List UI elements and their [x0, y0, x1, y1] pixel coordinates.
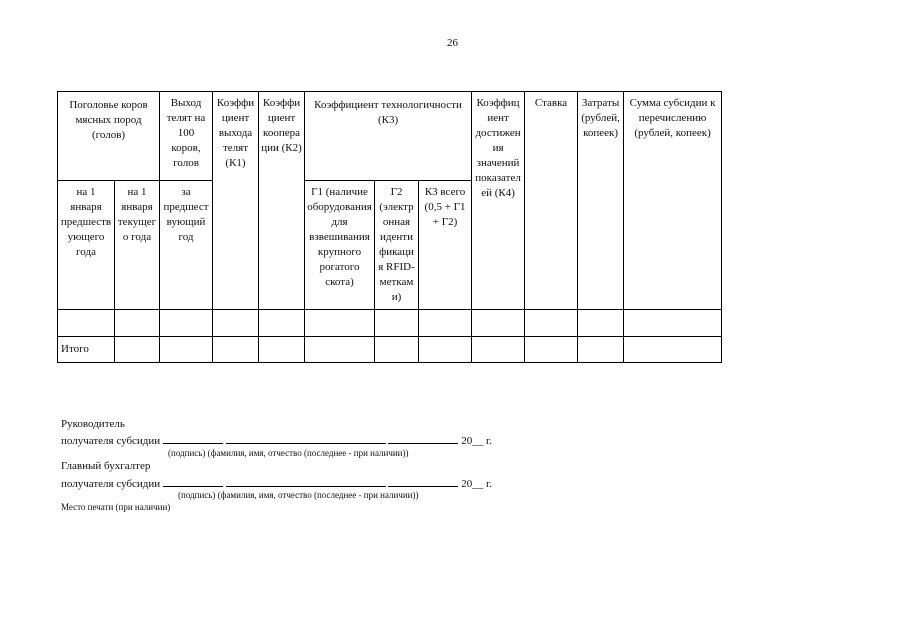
header-k3-total: К3 всего (0,5 + Г1 + Г2) — [419, 181, 472, 310]
header-g2: Г2 (электронная идентификация RFID-метками) — [375, 181, 419, 310]
page-number: 26 — [447, 37, 458, 49]
table-cell[interactable] — [578, 310, 624, 337]
table-cell[interactable] — [472, 310, 525, 337]
header-k4: Коэффициент достижения значений показателей (К4) — [472, 92, 525, 310]
table-cell[interactable] — [213, 310, 259, 337]
header-k2: Коэффициент кооперации (К2) — [259, 92, 305, 310]
header-costs: Затраты (рублей, копеек) — [578, 92, 624, 310]
director-field-hints: (подпись) (фамилия, имя, отчество (последнее - при наличии)) — [168, 448, 409, 458]
table-cell[interactable] — [115, 337, 160, 363]
table-cell[interactable] — [472, 337, 525, 363]
header-g1: Г1 (наличие оборудования для взвешивания крупного рогатого скота) — [305, 181, 375, 310]
table-cell[interactable] — [259, 337, 305, 363]
header-livestock-current-year: на 1 января текущего года — [115, 181, 160, 310]
signature-field[interactable] — [163, 475, 223, 487]
header-k3: Коэффициент технологичности (К3) — [305, 92, 472, 181]
total-label: Итого — [58, 337, 115, 363]
stamp-place: Место печати (при наличии) — [61, 502, 171, 512]
table-cell[interactable] — [419, 310, 472, 337]
header-calves-prev-year: за предшествующий год — [160, 181, 213, 310]
table-cell[interactable] — [305, 337, 375, 363]
date-field[interactable] — [388, 475, 458, 487]
table-cell[interactable] — [375, 337, 419, 363]
year-suffix: 20__ г. — [461, 435, 492, 447]
table-cell[interactable] — [578, 337, 624, 363]
full-name-field[interactable] — [226, 475, 386, 487]
signature-field[interactable] — [163, 432, 223, 444]
table-cell[interactable] — [259, 310, 305, 337]
header-k1: Коэффициент выхода телят (К1) — [213, 92, 259, 310]
accountant-field-hints: (подпись) (фамилия, имя, отчество (последнее - при наличии)) — [178, 490, 419, 500]
total-row — [58, 337, 722, 363]
date-field[interactable] — [388, 432, 458, 444]
accountant-role-line2: получателя субсидии — [61, 478, 161, 490]
header-subsidy-sum: Сумма субсидии к перечислению (рублей, копеек) — [624, 92, 722, 310]
table-cell[interactable] — [624, 310, 722, 337]
table-cell[interactable] — [160, 310, 213, 337]
director-signature-line — [61, 432, 492, 447]
full-name-field[interactable] — [226, 432, 386, 444]
table-cell[interactable] — [305, 310, 375, 337]
table-cell[interactable] — [213, 337, 259, 363]
table-cell[interactable] — [624, 337, 722, 363]
header-livestock-prev-year: на 1 января предшествующего года — [58, 181, 115, 310]
director-role: Руководитель — [61, 418, 125, 430]
director-role-line2: получателя субсидии — [61, 435, 161, 447]
subsidy-calculation-table — [57, 91, 722, 363]
table-cell[interactable] — [115, 310, 160, 337]
table-cell[interactable] — [525, 337, 578, 363]
table-cell[interactable] — [160, 337, 213, 363]
accountant-signature-line — [61, 475, 492, 490]
table-cell[interactable] — [375, 310, 419, 337]
table-cell[interactable] — [58, 310, 115, 337]
header-calves-yield: Выход телят на 100 коров, голов — [160, 92, 213, 181]
header-rate: Ставка — [525, 92, 578, 310]
table-cell[interactable] — [525, 310, 578, 337]
header-livestock: Поголовье коров мясных пород (голов) — [58, 92, 160, 181]
accountant-role: Главный бухгалтер — [61, 460, 151, 472]
table-cell[interactable] — [419, 337, 472, 363]
table-row — [58, 310, 722, 337]
year-suffix: 20__ г. — [461, 478, 492, 490]
